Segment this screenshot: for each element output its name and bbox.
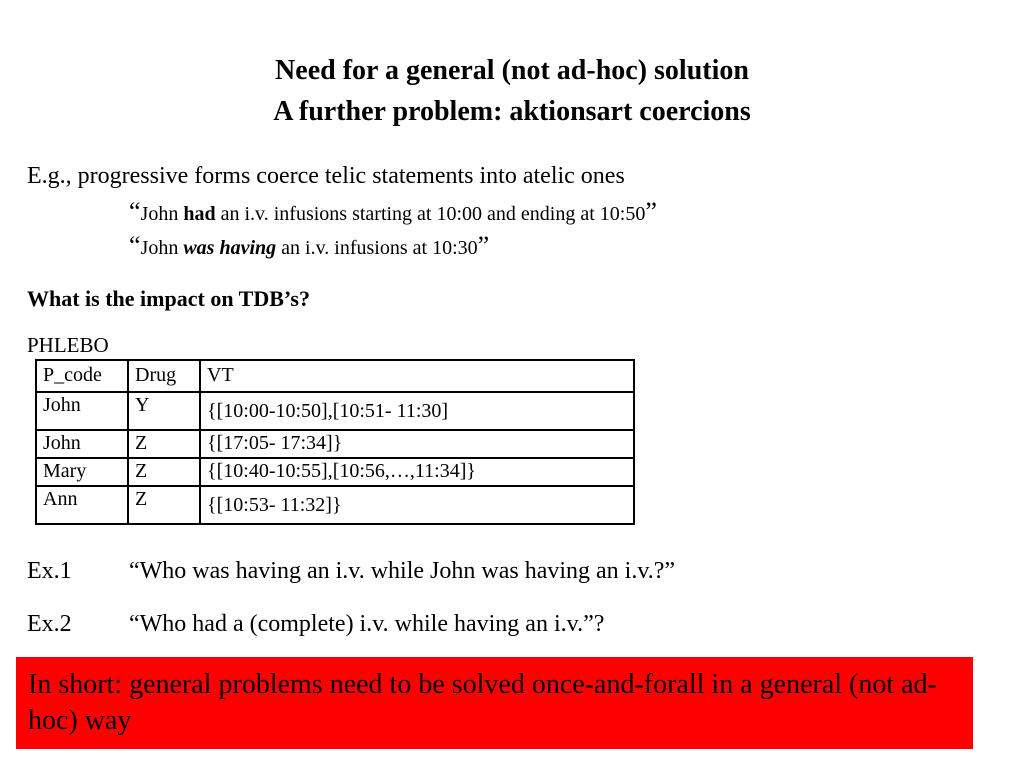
table-row [36, 486, 634, 524]
quote-was-having [129, 231, 489, 261]
cell-drug: Z [128, 486, 200, 524]
table-header-row [36, 360, 634, 392]
cell-pcode: Ann [36, 486, 128, 524]
quote-open-mark: “ [129, 231, 141, 260]
phlebo-table-wrapper [35, 359, 635, 525]
impact-question: What is the impact on TDB’s? [27, 286, 310, 311]
example-2-text: “Who had a (complete) i.v. while having an i.v.”? [129, 611, 605, 637]
cell-drug: Z [128, 458, 200, 486]
quote-open-mark: “ [129, 197, 141, 226]
slide-title-line2: A further problem: aktionsart coercions [273, 96, 751, 127]
slide-title-line1: Need for a general (not ad-hoc) solution [275, 55, 749, 86]
cell-drug: Y [128, 392, 200, 430]
table-row [36, 458, 634, 486]
quote-text-post: an i.v. infusions at 10:30 [276, 237, 478, 259]
cell-vt: {[10:53- 11:32]} [200, 486, 634, 524]
intro-text: E.g., progressive forms coerce telic statements into atelic ones [27, 163, 625, 189]
cell-pcode: Mary [36, 458, 128, 486]
table-row [36, 392, 634, 430]
example-2-label: Ex.2 [27, 611, 72, 637]
quote-close-mark: ” [645, 197, 657, 226]
summary-box [16, 657, 973, 749]
example-1-label: Ex.1 [27, 558, 72, 584]
table-label: PHLEBO [27, 333, 109, 357]
table-row [36, 430, 634, 458]
cell-pcode: John [36, 392, 128, 430]
quote-emph: had [183, 203, 216, 225]
column-header-drug: Drug [128, 360, 200, 392]
column-header-pcode: P_code [36, 360, 128, 392]
summary-text: In short: general problems need to be solved once-and-forall in a general (not ad-hoc) way [28, 669, 937, 736]
phlebo-table [35, 359, 635, 525]
cell-pcode: John [36, 430, 128, 458]
quote-close-mark: ” [477, 231, 490, 260]
example-1-text: “Who was having an i.v. while John was having an i.v.?” [129, 558, 676, 584]
cell-drug: Z [128, 430, 200, 458]
column-header-vt: VT [200, 360, 634, 392]
quote-text-post: an i.v. infusions starting at 10:00 and ending at 10:50 [215, 203, 646, 225]
cell-vt: {[17:05- 17:34]} [200, 430, 634, 458]
quote-emph: was having [183, 237, 277, 259]
quote-text-pre: John [140, 203, 184, 225]
cell-vt: {[10:40-10:55],[10:56,…,11:34]} [200, 458, 634, 486]
quote-text-pre: John [140, 237, 184, 259]
cell-vt: {[10:00-10:50],[10:51- 11:30] [200, 392, 634, 430]
quote-had [129, 197, 657, 227]
